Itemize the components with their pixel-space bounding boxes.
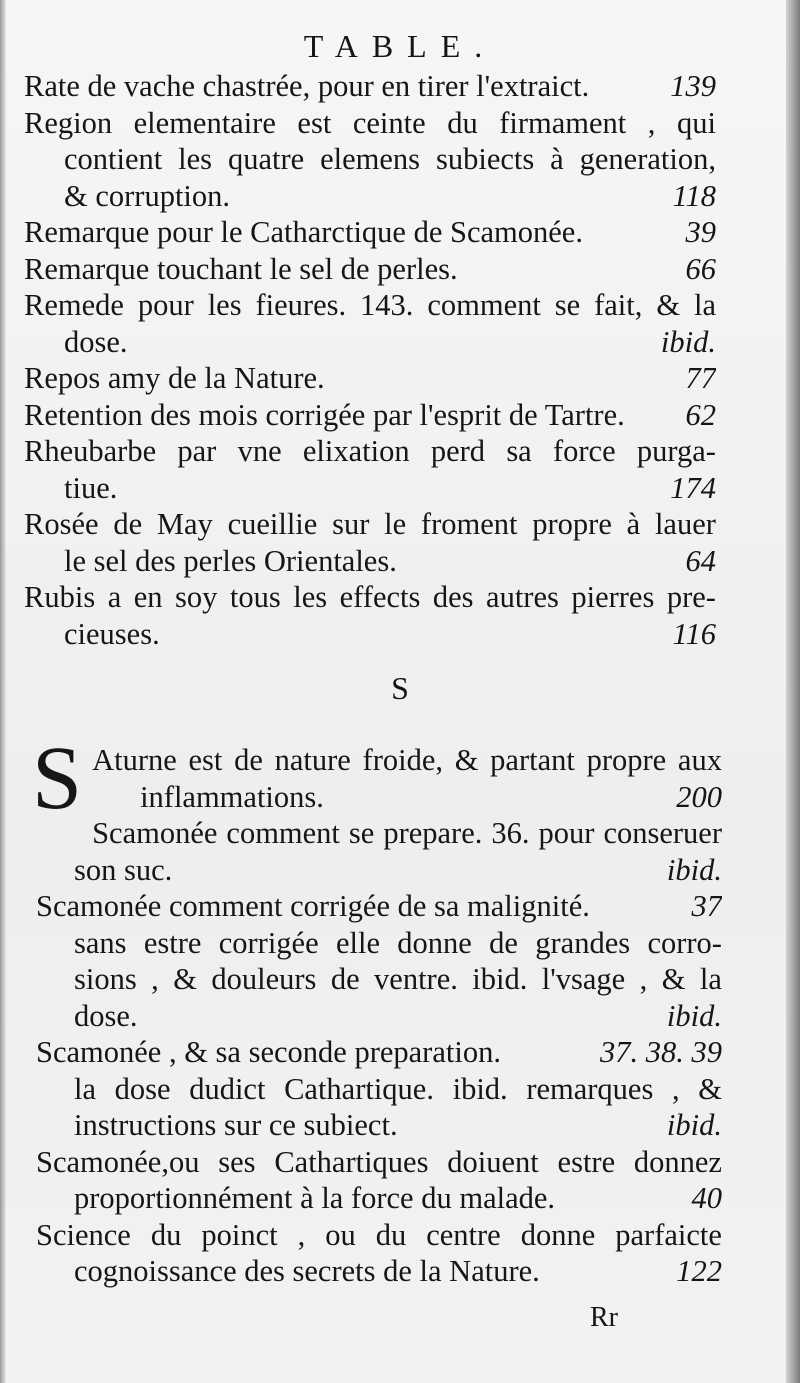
entry-word: de (234, 743, 263, 777)
entry-word: pour (538, 816, 595, 850)
entry-word: donnez (633, 1144, 722, 1179)
entry-line (24, 105, 716, 142)
entry-word: sans (74, 925, 127, 960)
page-reference: ibid. (666, 998, 722, 1033)
entry-word: aux (677, 743, 722, 777)
index-entry (32, 729, 722, 828)
entry-word: parfaicte (615, 1217, 722, 1252)
entry-word: est (188, 743, 223, 777)
entry-word: subiects (435, 142, 535, 176)
entry-word: sions (74, 962, 137, 996)
entry-word: effects (339, 580, 421, 614)
entry-word: propre (586, 743, 667, 777)
entry-line (36, 888, 722, 925)
entry-word: elle (335, 925, 380, 960)
entry-line (36, 998, 722, 1035)
entry-word: , (671, 1071, 680, 1106)
entry-word: centre (426, 1217, 501, 1252)
page-reference: 174 (670, 470, 716, 505)
entry-word: pierres (571, 580, 655, 614)
entry-word: & (656, 288, 681, 322)
entry-line (24, 251, 716, 288)
entry-word: de (489, 925, 518, 960)
page-reference: 200 (676, 779, 722, 814)
index-entry (36, 1144, 722, 1217)
entry-line (24, 324, 716, 361)
page-reference: 39 (685, 215, 716, 249)
entry-word: fieures. (255, 288, 347, 322)
entry-word: vne (237, 434, 282, 468)
index-entry (24, 506, 716, 579)
entry-line (92, 742, 722, 779)
entry-word: du (375, 1217, 407, 1252)
page-reference: 64 (685, 543, 716, 578)
entry-line (36, 852, 722, 889)
entry-word: la (699, 962, 722, 996)
entry-word: 143. (360, 288, 414, 322)
index-entry-list (36, 815, 722, 1290)
entry-word: ventre. (374, 962, 458, 996)
entry-word: Remede (24, 288, 124, 322)
entry-text: dose. (64, 324, 128, 359)
entry-word: perd (430, 434, 486, 468)
entry-word: les (207, 288, 242, 322)
entry-text: Remarque touchant le sel de perles. (24, 251, 458, 286)
entry-word: des (432, 580, 474, 614)
entry-word: lauer (654, 507, 716, 541)
entry-word: donne (520, 1217, 596, 1252)
page-reference: 77 (685, 361, 716, 395)
index-entry (24, 579, 716, 652)
entry-word: poinct (201, 1217, 278, 1252)
entry-word: a (107, 580, 122, 614)
page-reference: 66 (685, 251, 716, 286)
entry-line (36, 1071, 722, 1108)
entry-word: elemens (320, 142, 421, 176)
entry-word: Cathartique. (284, 1071, 434, 1106)
entry-word: comment (226, 816, 340, 850)
entry-word: corrigée (218, 925, 319, 960)
entry-word: sur (332, 507, 370, 541)
entry-word: force (552, 434, 616, 468)
page-reference: 62 (685, 397, 716, 432)
page-reference: ibid. (666, 852, 722, 887)
entry-line (24, 360, 716, 397)
page-reference: 118 (672, 178, 716, 213)
entry-word: estre (557, 1144, 616, 1179)
entry-word: contient (64, 142, 163, 176)
entry-text: cieuses. (64, 616, 160, 651)
entry-word: elixation (302, 434, 410, 468)
entry-word: dudict (189, 1071, 266, 1106)
index-entry (36, 1217, 722, 1290)
entry-line (24, 616, 716, 653)
entry-text: son suc. (74, 852, 173, 887)
entry-word: autres (486, 580, 559, 614)
entry-word: , (647, 105, 656, 140)
drop-cap: S (32, 729, 83, 828)
entry-word: estre (143, 925, 202, 960)
entry-line (24, 506, 716, 543)
entry-word: froide, (362, 743, 443, 777)
index-section-s (32, 729, 722, 1290)
signature-mark: Rr (590, 1302, 618, 1333)
entry-line (24, 579, 716, 616)
entry-word: soy (175, 580, 218, 614)
entry-text: proportionnément à la force du malade. (74, 1181, 556, 1215)
index-entry (24, 105, 716, 215)
entry-line (36, 1107, 722, 1144)
entry-text: Scamonée comment corrigée de sa malignité. (36, 889, 590, 923)
entry-word: prepare. (383, 816, 483, 850)
index-entry (24, 251, 716, 288)
entry-word: Region (24, 105, 113, 140)
entry-text: instructions sur ce subiect. (74, 1108, 398, 1142)
entry-line (24, 287, 716, 324)
entry-word: remarques (526, 1071, 654, 1106)
entry-word: sa (506, 434, 532, 468)
entry-word: Aturne (92, 743, 177, 777)
entry-text: cognoissance des secrets de la Nature. (74, 1254, 540, 1288)
entry-word: pour (137, 288, 194, 322)
entry-word: les (178, 142, 213, 176)
entry-text: Repos amy de la Nature. (24, 361, 325, 395)
index-entry (36, 815, 722, 888)
entry-word: & (454, 743, 479, 777)
entry-word: Scamonée (92, 816, 218, 850)
entry-word: Rosée (24, 507, 99, 541)
entry-line (36, 925, 722, 962)
entry-word: pre- (666, 580, 716, 614)
index-entry (24, 287, 716, 360)
entry-word: nature (274, 743, 351, 777)
entry-word: les (293, 580, 328, 614)
entry-word: dose (114, 1071, 171, 1106)
entry-word: douleurs (211, 962, 317, 996)
entry-word: & (661, 962, 686, 996)
page-reference: 37. 38. 39 (600, 1035, 722, 1069)
entry-line (24, 470, 716, 507)
entry-word: froment (420, 507, 518, 541)
page-reference: 37 (691, 889, 722, 923)
entry-word: ceinte (352, 105, 426, 140)
index-entry (36, 1034, 722, 1144)
entry-word: ibid. (472, 962, 528, 996)
entry-word: l'vsage (541, 962, 626, 996)
entry-line (24, 141, 716, 178)
entry-word: le (384, 507, 407, 541)
page-reference: 40 (691, 1181, 722, 1215)
letter-heading-s: S (391, 670, 409, 706)
entry-line (24, 68, 716, 105)
entry-word: , (297, 1217, 306, 1252)
entry-text: le sel des perles Orientales. (64, 543, 397, 578)
entry-word: 36. (491, 816, 530, 850)
entry-text: Remarque pour le Catharctique de Scamonée. (24, 215, 583, 249)
entry-word: ou (325, 1217, 356, 1252)
entry-word: firmament (499, 105, 627, 140)
entry-line (36, 1180, 722, 1217)
entry-word: , (639, 962, 648, 996)
entry-word: du (150, 1217, 182, 1252)
entry-line (24, 178, 716, 215)
entry-word: comment (427, 288, 541, 322)
entry-word: Cathartiques (274, 1144, 429, 1179)
entry-word: du (447, 105, 478, 140)
entry-line (36, 1034, 722, 1071)
entry-word: ses (218, 1144, 256, 1179)
index-section-r (24, 68, 716, 652)
entry-word: en (133, 580, 163, 614)
entry-word: donne (397, 925, 472, 960)
entry-word: est (297, 105, 332, 140)
index-entry (24, 68, 716, 105)
entry-text: tiue. (64, 470, 118, 505)
entry-word: à (550, 142, 564, 176)
entry-text: inflammations. (140, 779, 324, 814)
entry-word: & (173, 962, 197, 996)
entry-line (36, 961, 722, 998)
entry-word: cueillie (227, 507, 318, 541)
entry-text: Rate de vache chastrée, pour en tirer l'extraict. (24, 69, 590, 103)
entry-word: Rheubarbe (24, 434, 157, 468)
entry-word: & (698, 1071, 722, 1106)
entry-line (36, 1144, 722, 1181)
entry-word: corro- (647, 925, 722, 960)
entry-word: à (626, 507, 641, 541)
entry-word: grandes (535, 925, 631, 960)
entry-line (24, 543, 716, 580)
entry-word: elementaire (133, 105, 276, 140)
entry-word: par (177, 434, 217, 468)
index-entry (24, 397, 716, 434)
entry-line (24, 433, 716, 470)
entry-line (24, 397, 716, 434)
entry-word: de (330, 962, 360, 996)
entry-line (36, 1217, 722, 1254)
entry-word: partant (490, 743, 575, 777)
entry-word: Scamonée,ou (36, 1144, 200, 1179)
entry-word: doiuent (447, 1144, 539, 1179)
page-reference: ibid. (666, 1108, 722, 1142)
entry-text: dose. (74, 998, 138, 1033)
entry-word: May (156, 507, 213, 541)
page-reference: 122 (676, 1254, 722, 1288)
entry-word: conseruer (603, 816, 722, 850)
entry-text: & corruption. (64, 178, 231, 213)
entry-word: qui (676, 105, 716, 140)
entry-word: la (693, 288, 716, 322)
entry-word: ibid. (452, 1071, 508, 1106)
entry-word: se (554, 288, 581, 322)
index-entry (24, 433, 716, 506)
entry-line (92, 779, 722, 816)
entry-word: tous (229, 580, 281, 614)
entry-word: , (151, 962, 159, 996)
entry-line (92, 815, 722, 852)
page-reference: ibid. (660, 324, 716, 359)
index-entry (24, 360, 716, 397)
entry-word: fait, (594, 288, 643, 322)
index-entry (24, 214, 716, 251)
entry-word: de (113, 507, 143, 541)
entry-line (36, 1253, 722, 1290)
entry-word: propre (532, 507, 612, 541)
entry-word: quatre (227, 142, 305, 176)
entry-text: Retention des mois corrigée par l'esprit de Tartre. (24, 397, 625, 432)
index-entry (36, 888, 722, 1034)
page-reference: 139 (670, 69, 716, 103)
entry-word: Rubis (24, 580, 96, 614)
entry-line (24, 214, 716, 251)
page-reference: 116 (672, 616, 716, 651)
entry-word: la (74, 1071, 97, 1106)
entry-word: purga- (636, 434, 716, 468)
entry-text: Scamonée , & sa seconde preparation. (36, 1035, 501, 1069)
entry-word: se (348, 816, 375, 850)
entry-word: Science (36, 1217, 131, 1252)
entry-word: generation, (579, 142, 716, 176)
running-head: TABLE. (303, 28, 497, 64)
